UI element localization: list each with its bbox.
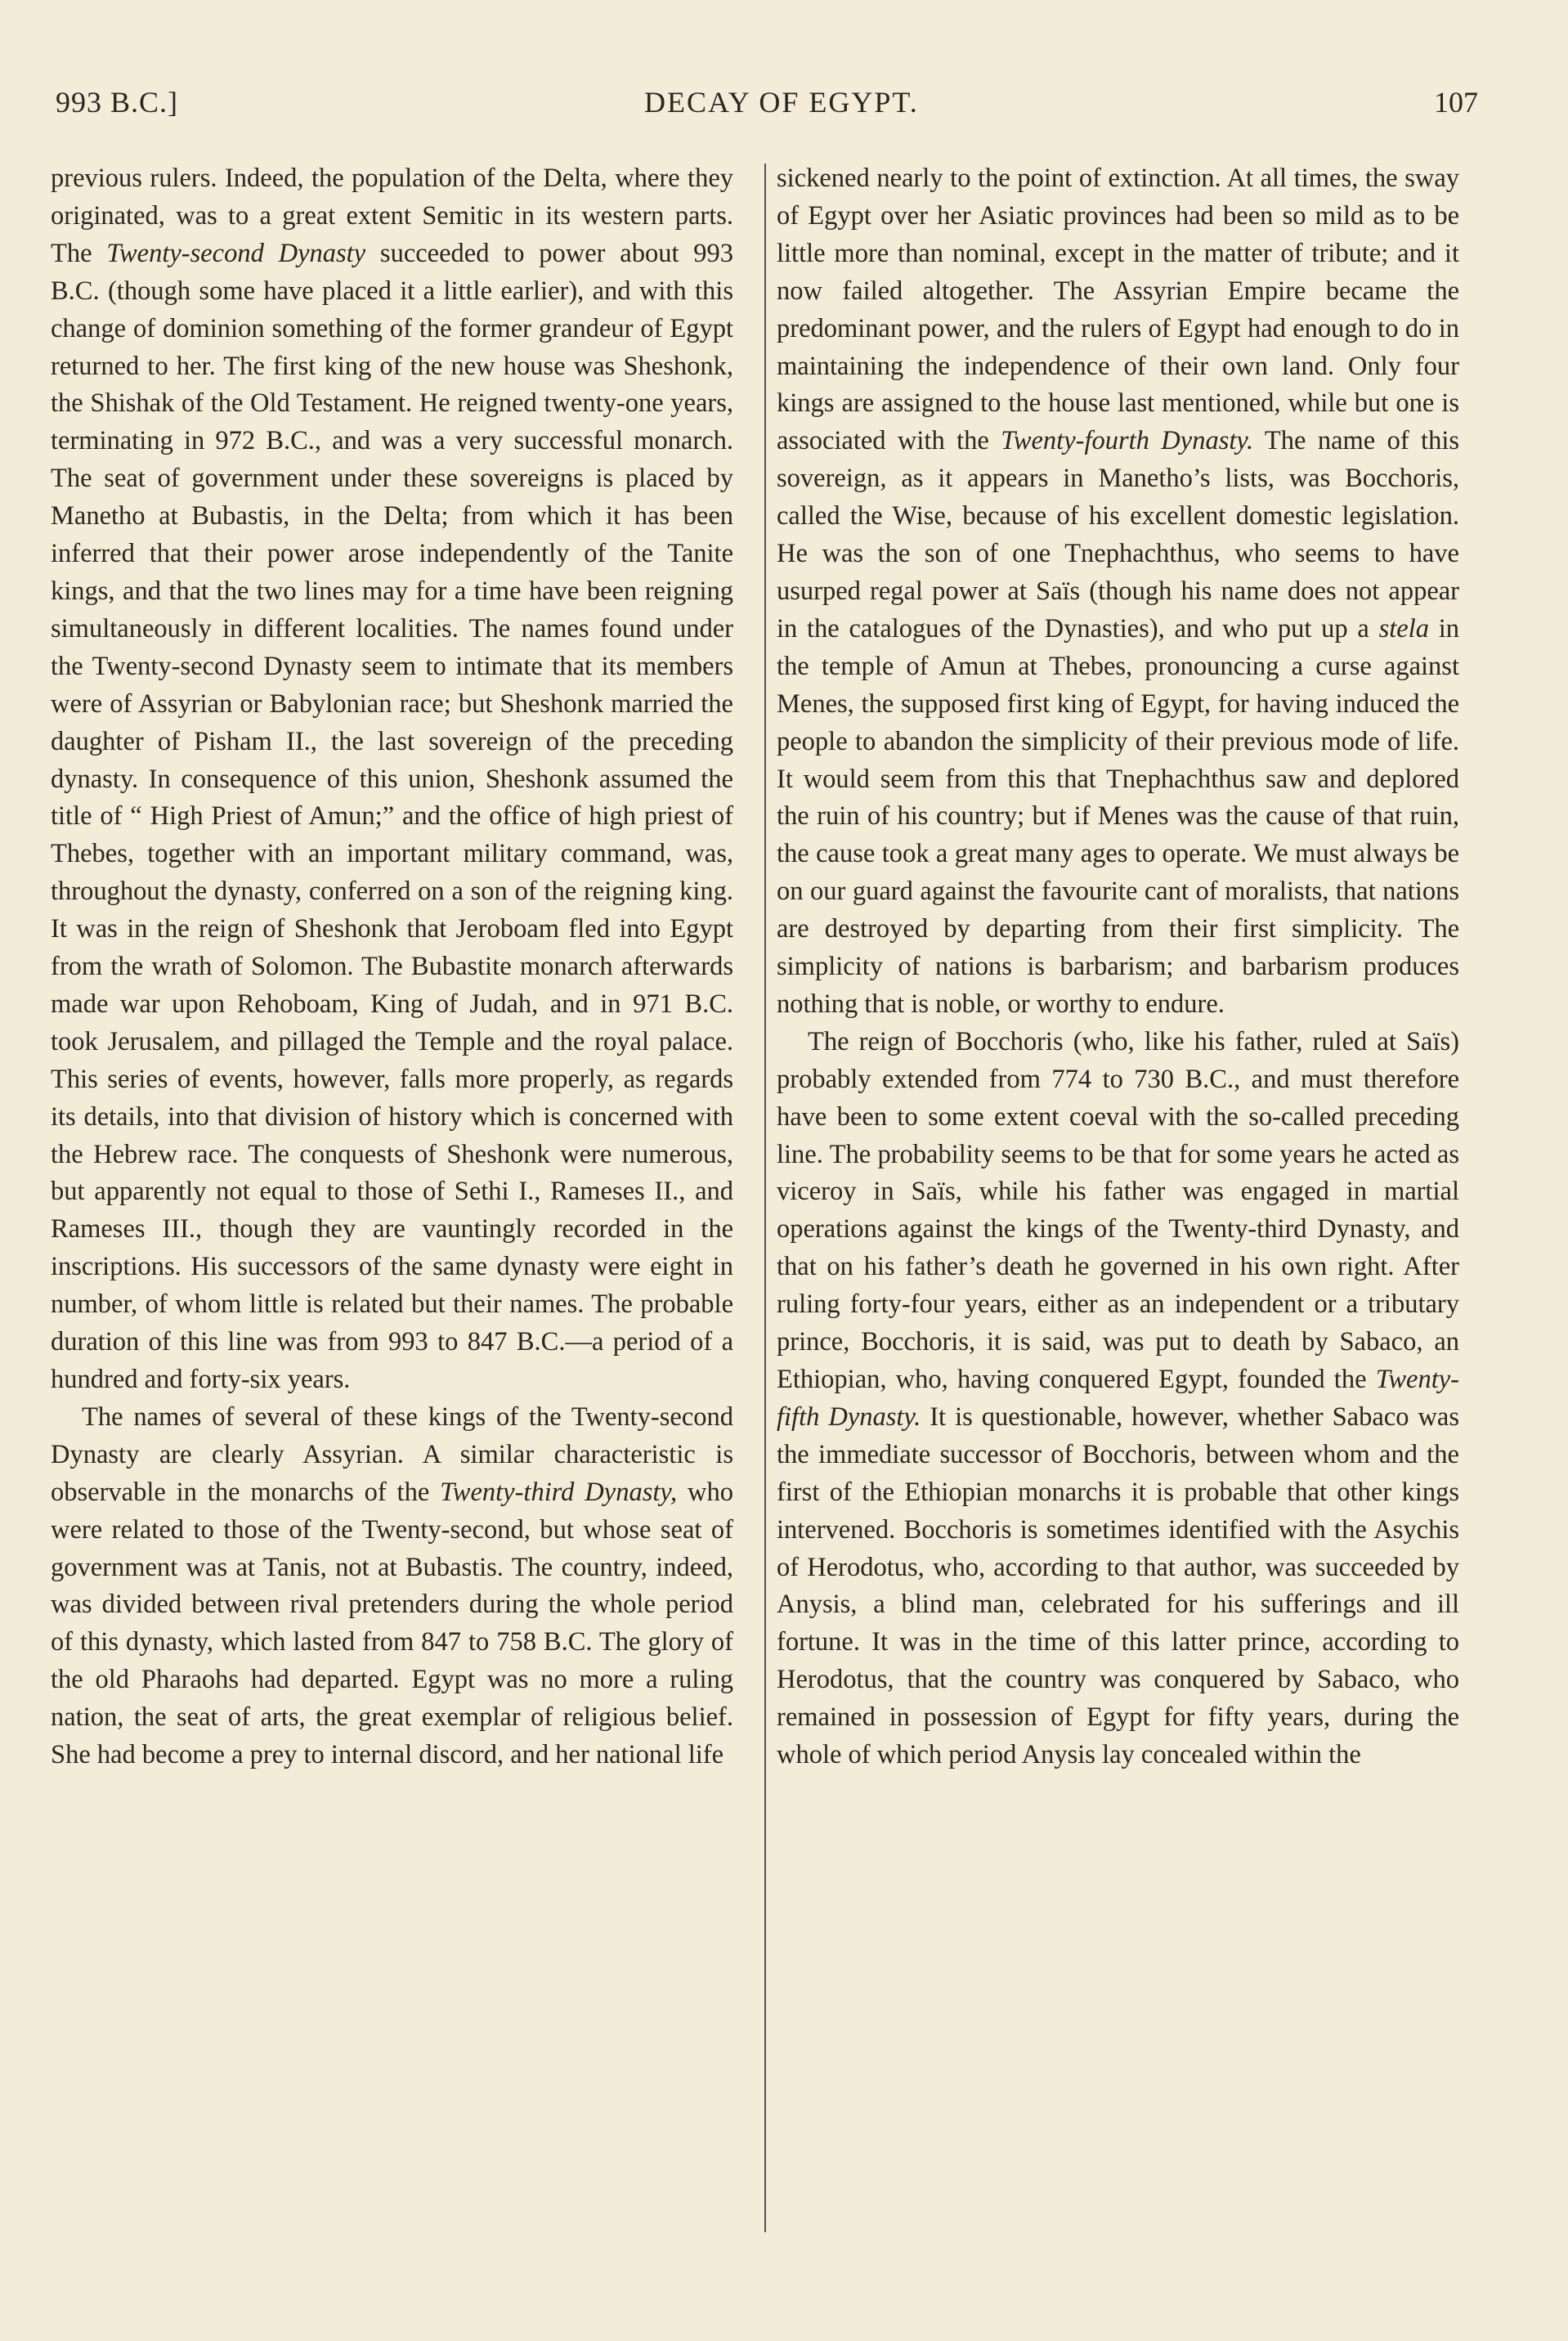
era-abbrev: B.C. xyxy=(51,276,100,306)
text-run: , and was a very successful monarch. The seat of government under these sovereigns is placed by Manetho at Bubastis, in the Delta; from which it has been inferred that their power arose independently of the Tanite kings, and that the two lines may for a time have been reigning simultaneously in different localities. The names found under the Twenty-second Dynasty seem to intimate that its members were of Assyrian or Babylonian race; but Sheshonk married the daughter of Pisham II., the last sovereign of the preceding dynasty. In consequence of this union, Sheshonk assumed the title of “ High Priest of Amun;” and the office of high priest of Thebes, together with an important military command, was, throughout the dynasty, conferred on a son of the reigning king. It was in the reign of Sheshonk that Jeroboam fled into Egypt from the wrath of Solomon. The Bubastite monarch afterwards made war upon Rehoboam, King of Judah, and in 971 xyxy=(51,426,733,1019)
text-run: It is questionable, however, whether Sabaco was the immediate successor of Bocchoris, between whom and the first of the Ethiopian monarchs it is probable that other kings intervened. Bocchoris is sometimes identified with the Asychis of Herodotus, who, according to that author, was succeeded by Anysis, a blind man, celebrated for his sufferings and ill fortune. It was in the time of this latter prince, according to Herodotus, that the country was conquered by Sabaco, who remained in possession of Egypt for fifty years, during the whole of which period Anysis lay concealed within the xyxy=(777,1401,1459,1770)
era-abbrev: B.C. xyxy=(516,1327,566,1357)
text-run: —a period of a hundred and forty-six years. xyxy=(51,1327,733,1394)
era-abbrev: B.C. xyxy=(266,426,315,456)
text-run: (though some have placed it a little earlier), and with this change of dominion something of the former grandeur of Egypt returned to her. The first king of the new house was Sheshonk, the Shishak of the Old Testament. He reigned twenty-one years, terminating in 972 xyxy=(51,276,733,456)
header-title: DECAY OF EGYPT. xyxy=(644,86,919,119)
paragraph xyxy=(51,1399,733,1774)
header-date: 993 B.C.] xyxy=(56,86,179,119)
italic-text: Twenty-second Dynasty xyxy=(106,238,366,268)
page-number: 107 xyxy=(1434,86,1478,119)
era-abbrev: B.C. xyxy=(1185,1064,1234,1094)
text-run: in the temple of Amun at Thebes, pronouncing a curse against Menes, the supposed first king of Egypt, for having induced the people to abandon the simplicity of their previous mode of life. It would seem from this that Tnephachthus saw and deplored the ruin of his country; but if Menes was the cause of that ruin, the cause took a great many ages to operate. We must always be on our guard against the favourite cant of moralists, that nations are destroyed by departing from their first simplicity. The simplicity of nations is barbarism; and barbarism produces nothing that is noble, or worthy to endure. xyxy=(777,613,1459,1019)
text-run: The reign of Bocchoris (who, like his father, ruled at Saïs) probably extended from 774 to 730 xyxy=(777,1026,1459,1094)
running-header xyxy=(56,85,1478,124)
text-run: took Jerusalem, and pillaged the Temple and the royal palace. This series of events, however, falls more properly, as regards its details, into that division of history which is concerned with the Hebrew race. The conquests of Sheshonk were numerous, but apparently not equal to those of Sethi I., Rameses II., and Rameses III., though they are vauntingly recorded in the inscriptions. His successors of the same dynasty were eight in number, of whom little is related but their names. The probable duration of this line was from 993 to 847 xyxy=(51,1026,733,1357)
text-run: , and must therefore have been to some extent coeval with the so-called preceding line. The probability seems to be that for some years he acted as viceroy in Saïs, while his father was engaged in martial operations against the kings of the Twenty-third Dynasty, and that on his father’s death he governed in his own right. After ruling forty-four years, either as an independent or a tributary prince, Bocchoris, it is said, was put to death by Sabaco, an Ethiopian, who, having conquered Egypt, founded the xyxy=(777,1064,1459,1394)
right-column xyxy=(777,160,1459,1774)
paragraph xyxy=(777,160,1459,1024)
text-run: succeeded to power about 993 xyxy=(365,238,733,268)
text-run: The name of this sovereign, as it appears in Manetho’s lists, was Bocchoris, called the Wise, because of his excellent domestic legislation. He was the son of one Tnephachthus, who seems to have usurped regal power at Saïs (though his name does not appear in the catalogues of the Dynasties), and who put up a xyxy=(777,426,1459,644)
text-run: The glory of the old Pharaohs had departed. Egypt was no more a ruling nation, the seat of arts, the great exemplar of religious belief. She had become a prey to internal discord, and her national life xyxy=(51,1627,733,1770)
italic-text: Twenty-fourth Dynasty. xyxy=(1001,426,1254,456)
column-divider xyxy=(764,164,766,2232)
paragraph xyxy=(51,160,733,1399)
left-column xyxy=(51,160,733,1774)
era-abbrev: B.C. xyxy=(684,989,733,1019)
text-run: sickened nearly to the point of extinction. At all times, the sway of Egypt over her Asiatic provinces had been so mild as to be little more than nominal, except in the matter of tribute; and it now failed altogether. The Assyrian Empire became the predominant power, and the rulers of Egypt had enough to do in maintaining the independence of their own land. Only four kings are assigned to the house last mentioned, while but one is associated with the xyxy=(777,164,1459,456)
era-abbrev: B.C. xyxy=(543,1627,593,1657)
italic-text: Twenty-third Dynasty, xyxy=(440,1477,678,1507)
italic-text: stela xyxy=(1378,613,1429,644)
italic-text: Twenty-fifth Dynasty. xyxy=(777,1365,1459,1432)
text-run: previous rulers. Indeed, the population of the Delta, where they originated, was to a great extent Semitic in its western parts. The xyxy=(51,164,733,268)
paragraph xyxy=(777,1024,1459,1774)
text-run: The names of several of these kings of the Twenty-second Dynasty are clearly Assyrian. A similar characteristic is observable in the monarchs of the xyxy=(51,1401,733,1507)
text-run: who were related to those of the Twenty-second, but whose seat of government was at Tanis, not at Bubastis. The country, indeed, was divided between rival pretenders during the whole period of this dynasty, which lasted from 847 to 758 xyxy=(51,1477,733,1657)
